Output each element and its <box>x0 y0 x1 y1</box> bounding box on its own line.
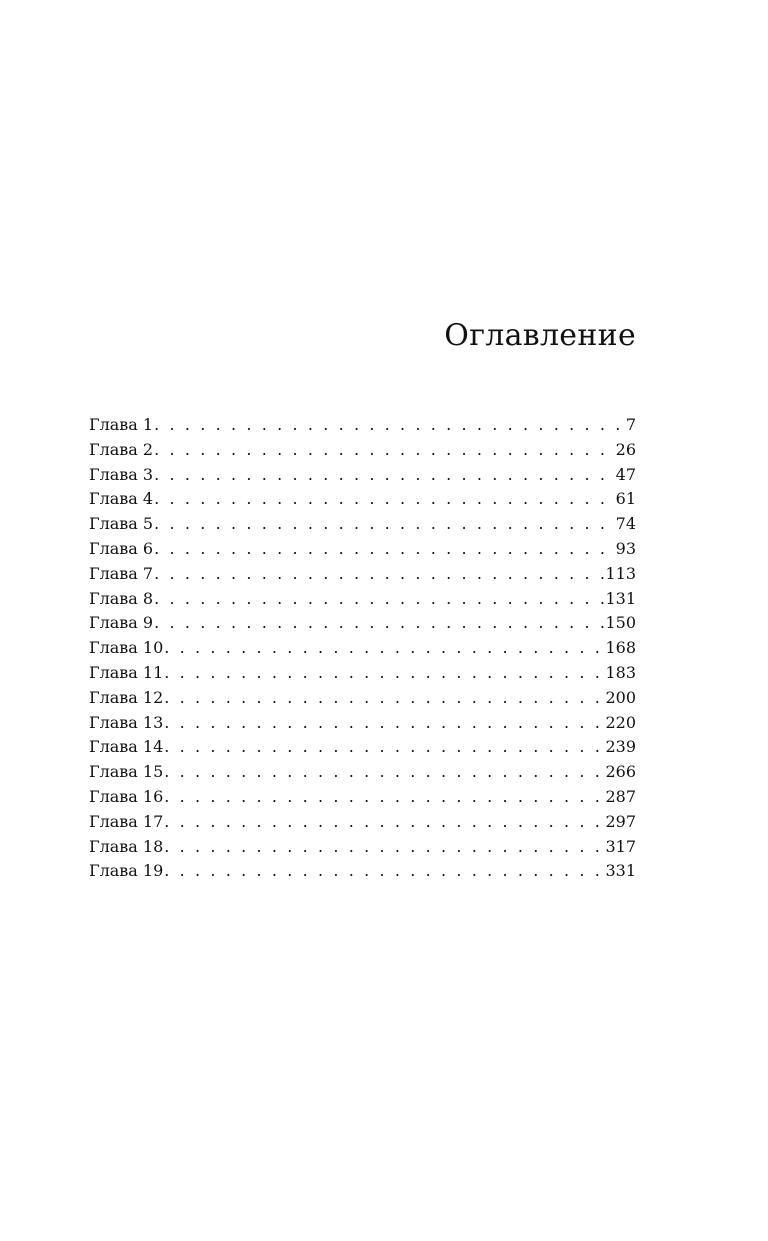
dot-leader <box>164 686 604 711</box>
page-number: 239 <box>605 737 636 757</box>
dot-leader <box>154 537 615 562</box>
toc-entry[interactable] <box>89 686 636 711</box>
chapter-label: Глава 18 <box>89 836 164 856</box>
dot-leader <box>164 760 604 785</box>
chapter-label: Глава 15 <box>89 762 164 782</box>
toc-entry[interactable] <box>89 463 636 488</box>
page-number: 131 <box>605 588 636 608</box>
chapter-label: Глава 9 <box>89 613 154 633</box>
page-number: 93 <box>615 538 636 558</box>
chapter-label: Глава 11 <box>89 662 164 682</box>
dot-leader <box>154 562 604 587</box>
chapter-label: Глава 1 <box>89 415 154 434</box>
chapter-label: Глава 10 <box>89 638 164 658</box>
chapter-label: Глава 13 <box>89 712 164 732</box>
dot-leader <box>154 438 615 463</box>
dot-leader <box>154 611 604 636</box>
chapter-label: Глава 6 <box>89 538 154 558</box>
toc-entry[interactable] <box>89 438 636 463</box>
page-number: 7 <box>625 415 636 434</box>
toc-entry[interactable] <box>89 859 636 884</box>
dot-leader <box>154 587 604 612</box>
dot-leader <box>154 487 615 512</box>
page-number: 74 <box>615 514 636 534</box>
toc-entry[interactable] <box>89 711 636 736</box>
page-number: 297 <box>605 811 636 831</box>
page-number: 61 <box>615 489 636 509</box>
toc-entry[interactable] <box>89 562 636 587</box>
dot-leader <box>154 463 615 488</box>
dot-leader <box>154 413 625 438</box>
chapter-label: Глава 7 <box>89 563 154 583</box>
page-number: 317 <box>605 836 636 856</box>
chapter-label: Глава 5 <box>89 514 154 534</box>
toc-entry[interactable] <box>89 636 636 661</box>
dot-leader <box>164 810 604 835</box>
dot-leader <box>164 735 604 760</box>
toc-entry[interactable] <box>89 487 636 512</box>
toc-entry[interactable] <box>89 735 636 760</box>
toc-entry[interactable] <box>89 413 636 438</box>
page-number: 150 <box>605 613 636 633</box>
toc-entry[interactable] <box>89 785 636 810</box>
chapter-label: Глава 2 <box>89 439 154 459</box>
toc-entry[interactable] <box>89 537 636 562</box>
chapter-label: Глава 4 <box>89 489 154 509</box>
page-number: 266 <box>605 762 636 782</box>
toc-entry[interactable] <box>89 810 636 835</box>
page-number: 331 <box>605 861 636 881</box>
chapter-label: Глава 17 <box>89 811 164 831</box>
page-title: Оглавление <box>444 318 636 353</box>
page-number: 220 <box>605 712 636 732</box>
dot-leader <box>164 661 604 686</box>
dot-leader <box>164 636 604 661</box>
toc-entry[interactable] <box>89 611 636 636</box>
dot-leader <box>164 711 604 736</box>
chapter-label: Глава 16 <box>89 786 164 806</box>
dot-leader <box>164 859 604 884</box>
chapter-label: Глава 19 <box>89 861 164 881</box>
dot-leader <box>154 512 615 537</box>
page-number: 287 <box>605 786 636 806</box>
page-number: 200 <box>605 687 636 707</box>
toc-entry[interactable] <box>89 835 636 860</box>
page-number: 26 <box>615 439 636 459</box>
chapter-label: Глава 8 <box>89 588 154 608</box>
page-number: 183 <box>605 662 636 682</box>
chapter-label: Глава 12 <box>89 687 164 707</box>
toc-entry[interactable] <box>89 760 636 785</box>
page-number: 47 <box>615 464 636 484</box>
chapter-label: Глава 3 <box>89 464 154 484</box>
toc-entry[interactable] <box>89 661 636 686</box>
page-number: 113 <box>605 563 636 583</box>
table-of-contents <box>89 413 636 884</box>
toc-entry[interactable] <box>89 587 636 612</box>
chapter-label: Глава 14 <box>89 737 164 757</box>
dot-leader <box>164 835 604 860</box>
page-number: 168 <box>605 638 636 658</box>
dot-leader <box>164 785 604 810</box>
toc-entry[interactable] <box>89 512 636 537</box>
